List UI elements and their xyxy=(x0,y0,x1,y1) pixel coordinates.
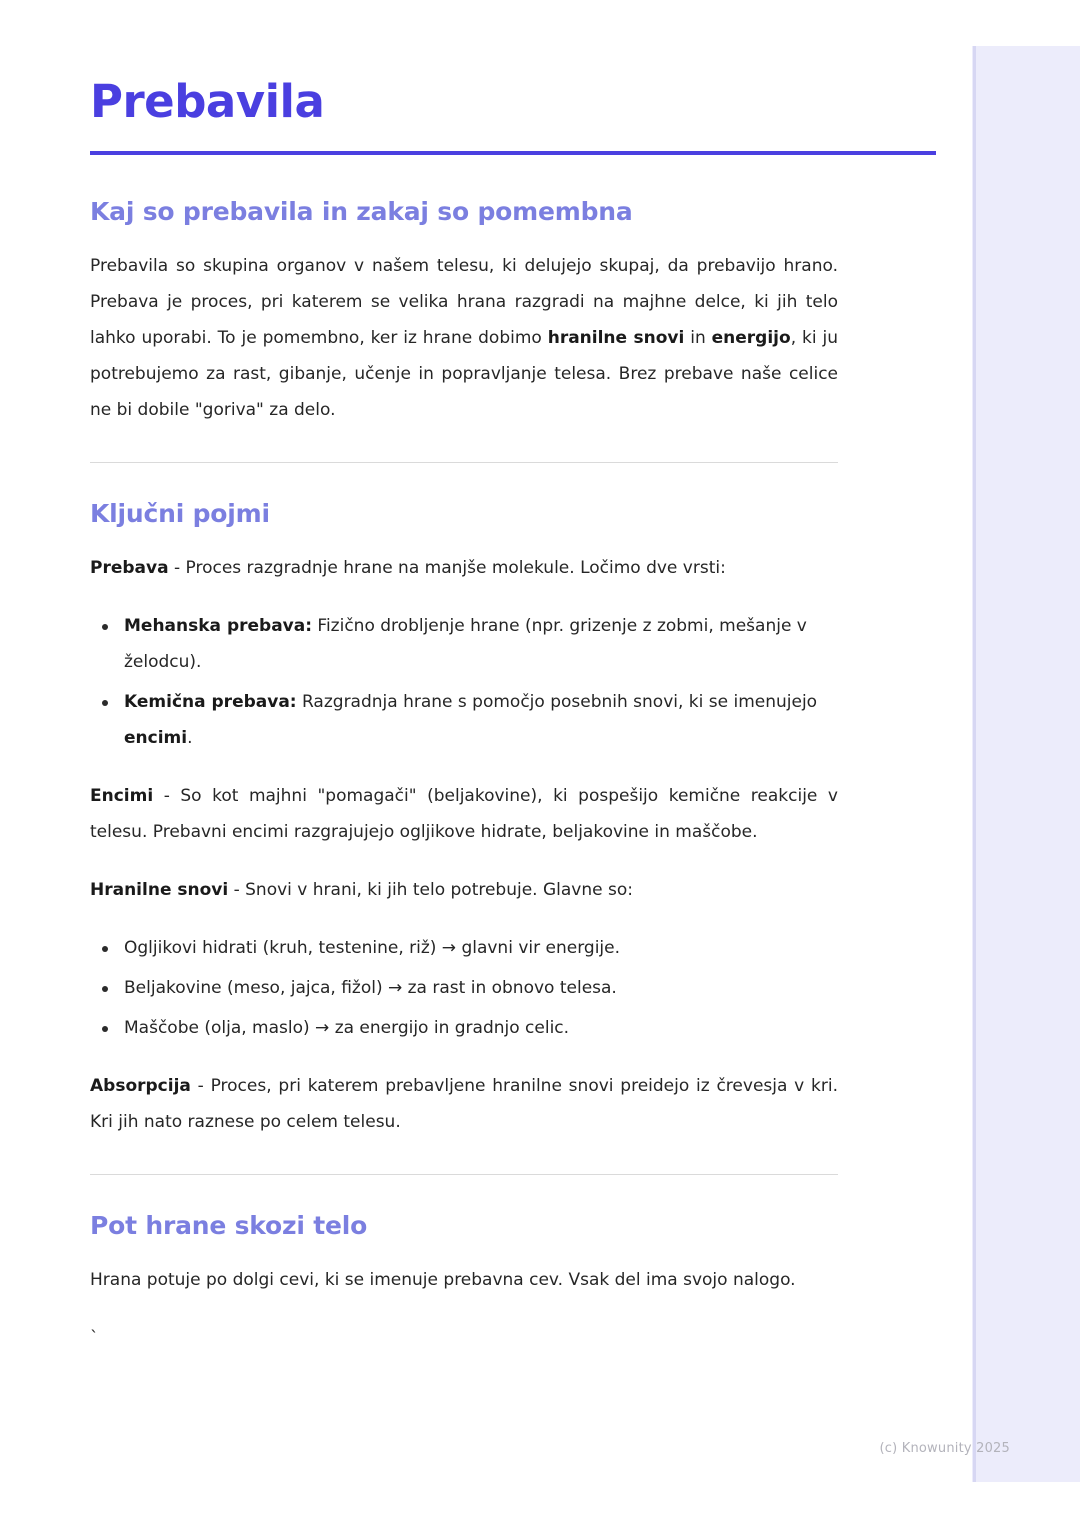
definition-prebava-text: - Proces razgradnje hrane na manjše molekule. Ločimo dve vrsti: xyxy=(168,558,726,579)
text-kemicna-prebava-a: Razgradnja hrane s pomočjo posebnih snovi, ki se imenujejo xyxy=(296,692,818,713)
term-encimi-inline: encimi xyxy=(124,728,188,749)
section-heading-key-terms: Ključni pojmi xyxy=(90,499,270,529)
food-path-paragraph: Hrana potuje po dolgi cevi, ki se imenuje prebavna cev. Vsak del ima svojo nalogo. xyxy=(90,1270,796,1291)
list-item: Beljakovine (meso, jajca, fižol) → za rast in obnovo telesa. xyxy=(90,970,838,1006)
footer-credit: (c) Knowunity 2025 xyxy=(879,1441,1010,1456)
title-underline xyxy=(90,151,936,155)
definition-absorpcija-text: - Proces, pri katerem prebavljene hranilne snovi preidejo iz črevesja v kri. Kri jih nato raznese po celem telesu. xyxy=(90,1076,838,1133)
intro-text-c: in xyxy=(684,328,712,349)
term-kemicna-prebava: Kemična prebava: xyxy=(124,692,297,713)
document-content xyxy=(90,75,839,1349)
page-title: Prebavila xyxy=(90,75,325,128)
intro-text-e: , ki ju potrebujemo za rast, gibanje, učenje in popravljanje telesa. Brez prebave naše celice ne bi dobile "goriva" za delo. xyxy=(90,328,839,421)
definition-encimi-text: - So kot majhni "pomagači" (beljakovine), ki pospešijo kemične reakcije v telesu. Prebavni encimi razgrajujejo ogljikove hidrate, beljakovine in maščobe. xyxy=(90,786,838,843)
term-hranilne-snovi-def: Hranilne snovi xyxy=(90,880,229,901)
section-divider-2 xyxy=(90,1174,838,1175)
text-kemicna-prebava-b: . xyxy=(187,728,193,749)
text-mehanska-prebava: Fizično drobljenje hrane (npr. grizenje z zobmi, mešanje v želodcu). xyxy=(124,616,807,673)
term-encimi: Encimi xyxy=(90,786,154,807)
list-prebava-types xyxy=(90,608,838,756)
definition-encimi xyxy=(90,778,838,850)
list-item: Ogljikovi hidrati (kruh, testenine, riž) → glavni vir energije. xyxy=(90,930,838,966)
intro-text-a: Prebavila so skupina organov v našem telesu, ki delujejo skupaj, da prebavijo hrano. Prebava je proces, pri katerem se velika hrana razgradi na majhne delce, ki jih telo lahko uporabi. To je pomembno, ker iz hrane dobimo xyxy=(90,256,838,349)
definition-absorpcija xyxy=(90,1068,838,1140)
term-prebava: Prebava xyxy=(90,558,169,579)
term-hranilne-snovi: hranilne snovi xyxy=(547,328,685,349)
term-energijo: energijo xyxy=(711,328,791,349)
stray-backtick: ` xyxy=(90,1328,99,1349)
section-heading-intro: Kaj so prebavila in zakaj so pomembna xyxy=(90,197,633,227)
term-mehanska-prebava: Mehanska prebava: xyxy=(124,616,313,637)
page-side-band-rule xyxy=(973,46,976,1482)
list-item xyxy=(90,684,838,756)
list-item: Maščobe (olja, maslo) → za energijo in gradnjo celic. xyxy=(90,1010,838,1046)
section-divider-1 xyxy=(90,462,838,463)
list-nutrients xyxy=(90,930,838,1046)
definition-prebava xyxy=(90,550,838,586)
section-heading-food-path: Pot hrane skozi telo xyxy=(90,1211,368,1241)
definition-hranilne-snovi xyxy=(90,872,838,908)
definition-hranilne-snovi-text: - Snovi v hrani, ki jih telo potrebuje. Glavne so: xyxy=(228,880,633,901)
intro-paragraph xyxy=(90,248,838,428)
list-item xyxy=(90,608,838,680)
term-absorpcija: Absorpcija xyxy=(90,1076,191,1097)
page-side-band xyxy=(972,46,1080,1482)
